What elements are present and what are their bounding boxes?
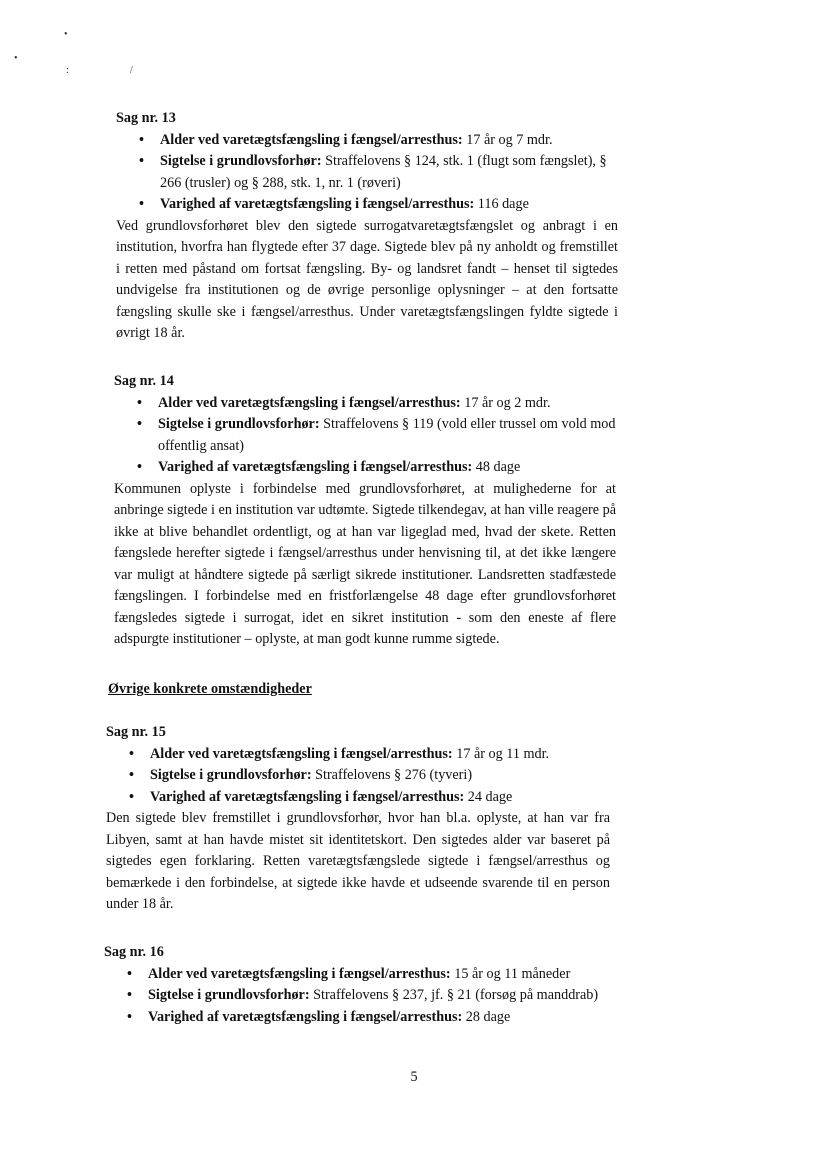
case-description: Kommunen oplyste i forbindelse med grundlovsforhøret, at mulighederne for at anbringe sigtede i en institution var udtømte. Sigtede tilkendegav, at han ville reagere på ikke at blive behandlet ordentligt, og at han var ligeglad med, hvad der skete. Retten fængslede herefter sigtede i fængsel/arresthus under henvisning til, at det ikke længere var muligt at håndtere sigtede på særligt sikrede institutioner. Landsretten stadfæstede fængslingen. I forbindelse med en fristforlængelse 48 dage efter grundlovsforhøret fængsledes sigtede i surrogat, idet en sikret institution - som den eneste af flere adspurgte institutioner – oplyste, at man godt kunne rumme sigtede.	[114, 480, 616, 647]
charge-item	[114, 414, 616, 457]
case-facts-list	[114, 393, 616, 479]
age-value: 17 år og 11 mdr.	[452, 745, 550, 762]
age-item	[104, 964, 608, 986]
case-13	[116, 108, 618, 345]
charge-item	[116, 151, 618, 194]
charge-value: Straffelovens § 124, stk. 1 (flugt som fængslet), § 266 (trusler) og § 288, stk. 1, nr. 1 (røveri)	[160, 153, 607, 191]
scan-speck: /	[130, 65, 133, 76]
age-item	[114, 393, 616, 415]
charge-label: Sigtelse i grundlovsforhør:	[158, 416, 320, 432]
age-label: Alder ved varetægtsfængsling i fængsel/arresthus:	[150, 745, 453, 762]
age-item	[116, 130, 618, 152]
case-heading: Sag nr. 13	[116, 110, 176, 126]
duration-label: Varighed af varetægtsfængsling i fængsel/arresthus:	[150, 788, 465, 805]
scan-speck: •	[14, 53, 18, 64]
charge-label: Sigtelse i grundlovsforhør:	[150, 767, 312, 783]
charge-label: Sigtelse i grundlovsforhør:	[160, 153, 322, 169]
case-heading: Sag nr. 16	[104, 944, 164, 960]
duration-value: 116 dage	[474, 196, 529, 212]
age-label: Alder ved varetægtsfængsling i fængsel/arresthus:	[160, 131, 463, 148]
case-heading: Sag nr. 15	[106, 724, 166, 740]
duration-item	[114, 457, 616, 479]
duration-item	[106, 787, 610, 809]
case-description: Den sigtede blev fremstillet i grundlovsforhør, hvor han bl.a. oplyste, at han var fra Libyen, samt at han havde mistet sit identitetskort. Den sigtedes alder var baseret på sigtedes egen forklaring. Retten varetægtsfængslede sigtede i fængsel/arresthus og bemærkede i den forbindelse, at sigtede ikke havde et udseende svarende til en person under 18 år.	[106, 810, 610, 912]
duration-item	[104, 1007, 608, 1029]
page-number: 5	[410, 1069, 418, 1085]
case-heading: Sag nr. 14	[114, 373, 174, 389]
section-heading: Øvrige konkrete omstændigheder	[108, 681, 312, 697]
age-item	[106, 744, 610, 766]
age-label: Alder ved varetægtsfængsling i fængsel/arresthus:	[158, 394, 461, 411]
age-value: 17 år og 7 mdr.	[462, 131, 553, 148]
charge-label: Sigtelse i grundlovsforhør:	[148, 987, 310, 1003]
duration-label: Varighed af varetægtsfængsling i fængsel/arresthus:	[158, 459, 473, 475]
age-value: 17 år og 2 mdr.	[460, 394, 551, 411]
duration-label: Varighed af varetægtsfængsling i fængsel/arresthus:	[148, 1008, 463, 1025]
case-description: Ved grundlovsforhøret blev den sigtede surrogatvaretægtsfængslet og anbragt i en institution, hvorfra han flygtede efter 37 dage. Sigtede blev på ny anholdt og fremstillet i retten med påstand om fortsat fængsling. By- og landsret fandt – henset til sigtedes undvigelse fra institutionen og de øvrige personlige oplysninger – at den fortsatte fængsling skulle ske i fængsel/arresthus. Under varetægtsfængslingen fyldte sigtede i øvrigt 18 år.	[116, 217, 618, 341]
scan-speck: •	[64, 29, 68, 40]
scan-speck: :	[66, 65, 69, 76]
charge-item	[104, 985, 608, 1007]
case-facts-list	[106, 744, 610, 809]
age-label: Alder ved varetægtsfængsling i fængsel/arresthus:	[148, 965, 451, 982]
charge-item	[106, 765, 610, 787]
age-value: 15 år og 11 måneder	[450, 965, 571, 982]
duration-label: Varighed af varetægtsfængsling i fængsel/arresthus:	[160, 196, 475, 212]
duration-value: 28 dage	[462, 1008, 511, 1025]
duration-item	[116, 194, 618, 216]
case-16	[104, 942, 608, 1028]
charge-value: Straffelovens § 237, jf. § 21 (forsøg på manddrab)	[309, 987, 599, 1003]
case-14	[114, 371, 616, 651]
duration-value: 48 dage	[472, 459, 521, 475]
charge-value: Straffelovens § 276 (tyveri)	[311, 767, 473, 783]
case-15	[106, 722, 610, 916]
duration-value: 24 dage	[464, 788, 513, 805]
case-facts-list	[116, 130, 618, 216]
case-facts-list	[104, 964, 608, 1029]
charge-value: Straffelovens § 119 (vold eller trussel om vold mod offentlig ansat)	[158, 416, 616, 454]
